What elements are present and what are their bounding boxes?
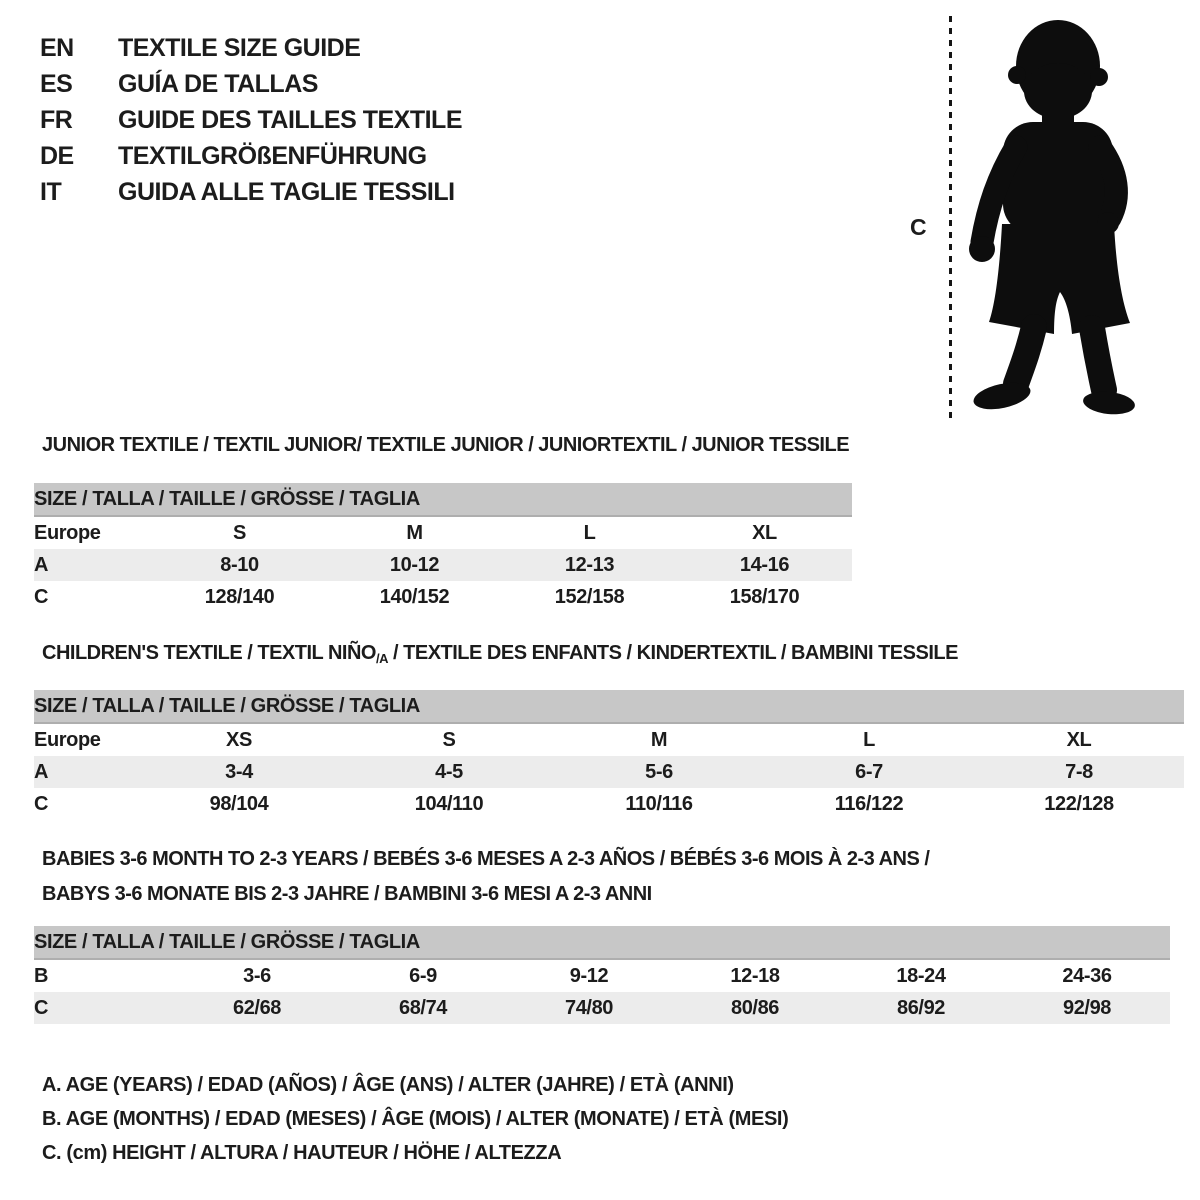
table-cell: 116/122	[834, 792, 904, 815]
table-cell: M	[406, 521, 423, 544]
language-row	[40, 138, 462, 174]
language-title-list	[40, 30, 462, 210]
table-cell: XS	[226, 728, 252, 751]
language-code: FR	[40, 106, 73, 134]
row-label: B	[34, 964, 49, 987]
table-cell: L	[863, 728, 875, 751]
table-cell: M	[650, 728, 668, 751]
table-cell: 86/92	[838, 992, 1004, 1024]
language-row	[40, 174, 462, 210]
language-title: GUIDE DES TAILLES TEXTILE	[118, 106, 463, 134]
table-row-height	[34, 581, 852, 613]
size-table-children	[34, 690, 1184, 820]
table-cell: 12-18	[730, 964, 780, 987]
size-table-junior	[34, 483, 852, 613]
language-code: EN	[40, 34, 74, 62]
table-cell: 9-12	[569, 964, 609, 987]
table-cell: 18-24	[896, 964, 946, 987]
row-label: C	[34, 792, 49, 815]
table-cell: 62/68	[174, 992, 340, 1024]
table-row-months	[34, 959, 1170, 992]
table-cell: 5-6	[554, 756, 764, 788]
height-measure-dashed-line	[949, 16, 952, 418]
row-label: Europe	[34, 521, 101, 544]
table-cell: 14-16	[677, 549, 852, 581]
table-cell: L	[583, 521, 596, 544]
table-cell: 12-13	[502, 549, 677, 581]
table-row-age	[34, 549, 852, 581]
table-row-age	[34, 756, 1184, 788]
table-cell: 140/152	[379, 585, 450, 608]
table-row-europe	[34, 723, 1184, 756]
language-code: ES	[40, 70, 73, 98]
table-header-row	[34, 483, 852, 516]
table-header-row	[34, 690, 1184, 723]
size-header-bar: SIZE / TALLA / TAILLE / GRÖSSE / TAGLIA	[34, 926, 1170, 959]
section-title-children	[42, 642, 958, 666]
table-cell: XL	[1066, 728, 1092, 751]
table-cell: 3-4	[134, 756, 344, 788]
section-title-babies-line1: BABIES 3-6 MONTH TO 2-3 YEARS / BEBÉS 3-6 MESES A 2-3 AÑOS / BÉBÉS 3-6 MOIS À 2-3 ANS /	[42, 848, 930, 870]
table-cell: 7-8	[974, 756, 1184, 788]
table-cell: 24-36	[1062, 964, 1112, 987]
table-cell: 92/98	[1004, 992, 1170, 1024]
row-label: Europe	[34, 728, 101, 751]
size-header-bar: SIZE / TALLA / TAILLE / GRÖSSE / TAGLIA	[34, 690, 1184, 723]
toddler-silhouette-image	[958, 12, 1148, 422]
table-cell: 4-5	[344, 756, 554, 788]
language-row	[40, 30, 462, 66]
language-title: TEXTILGRÖßENFÜHRUNG	[118, 142, 427, 170]
language-title: GUÍA DE TALLAS	[118, 70, 318, 98]
row-label: A	[34, 549, 152, 581]
table-cell: 104/110	[414, 792, 484, 815]
table-cell: 6-7	[764, 756, 974, 788]
table-row-height	[34, 788, 1184, 820]
row-label: C	[34, 992, 174, 1024]
section-title-junior: JUNIOR TEXTILE / TEXTIL JUNIOR/ TEXTILE JUNIOR / JUNIORTEXTIL / JUNIOR TESSILE	[42, 434, 850, 456]
table-cell: 128/140	[204, 585, 275, 608]
table-cell: 80/86	[672, 992, 838, 1024]
legend-note-a: A. AGE (YEARS) / EDAD (AÑOS) / ÂGE (ANS) / ALTER (JAHRE) / ETÀ (ANNI)	[42, 1074, 734, 1096]
table-cell: S	[233, 521, 246, 544]
table-cell: 122/128	[1044, 792, 1114, 815]
table-cell: 10-12	[327, 549, 502, 581]
table-header-row	[34, 926, 1170, 959]
language-row	[40, 66, 462, 102]
table-cell: 158/170	[729, 585, 800, 608]
legend-note-b: B. AGE (MONTHS) / EDAD (MESES) / ÂGE (MOIS) / ALTER (MONATE) / ETÀ (MESI)	[42, 1108, 789, 1130]
table-row-europe	[34, 516, 852, 549]
table-cell: 68/74	[340, 992, 506, 1024]
size-header-bar: SIZE / TALLA / TAILLE / GRÖSSE / TAGLIA	[34, 483, 852, 516]
language-title: GUIDA ALLE TAGLIE TESSILI	[118, 178, 455, 206]
table-cell: 3-6	[243, 964, 271, 987]
language-code: DE	[40, 142, 74, 170]
section-title-subscript: /A	[375, 651, 388, 666]
table-cell: 110/116	[625, 792, 693, 815]
size-table-babies	[34, 926, 1170, 1024]
table-row-height	[34, 992, 1170, 1024]
table-cell: 74/80	[506, 992, 672, 1024]
height-measure-label: C	[910, 214, 927, 240]
legend-note-c: C. (cm) HEIGHT / ALTURA / HAUTEUR / HÖHE / ALTEZZA	[42, 1142, 562, 1164]
language-row	[40, 102, 462, 138]
table-cell: XL	[752, 521, 777, 544]
table-cell: 98/104	[209, 792, 269, 815]
language-title: TEXTILE SIZE GUIDE	[118, 34, 361, 62]
section-title-text: / TEXTILE DES ENFANTS / KINDERTEXTIL / BAMBINI TESSILE	[387, 642, 958, 664]
language-code: IT	[40, 178, 62, 206]
legend-notes	[42, 1068, 788, 1170]
table-cell: S	[442, 728, 456, 751]
row-label: C	[34, 585, 49, 608]
section-title-text: CHILDREN'S TEXTILE / TEXTIL NIÑO	[42, 642, 376, 664]
section-title-babies-line2: BABYS 3-6 MONATE BIS 2-3 JAHRE / BAMBINI 3-6 MESI A 2-3 ANNI	[42, 883, 652, 905]
table-cell: 152/158	[554, 585, 625, 608]
table-cell: 6-9	[409, 964, 437, 987]
table-cell: 8-10	[152, 549, 327, 581]
row-label: A	[34, 756, 134, 788]
